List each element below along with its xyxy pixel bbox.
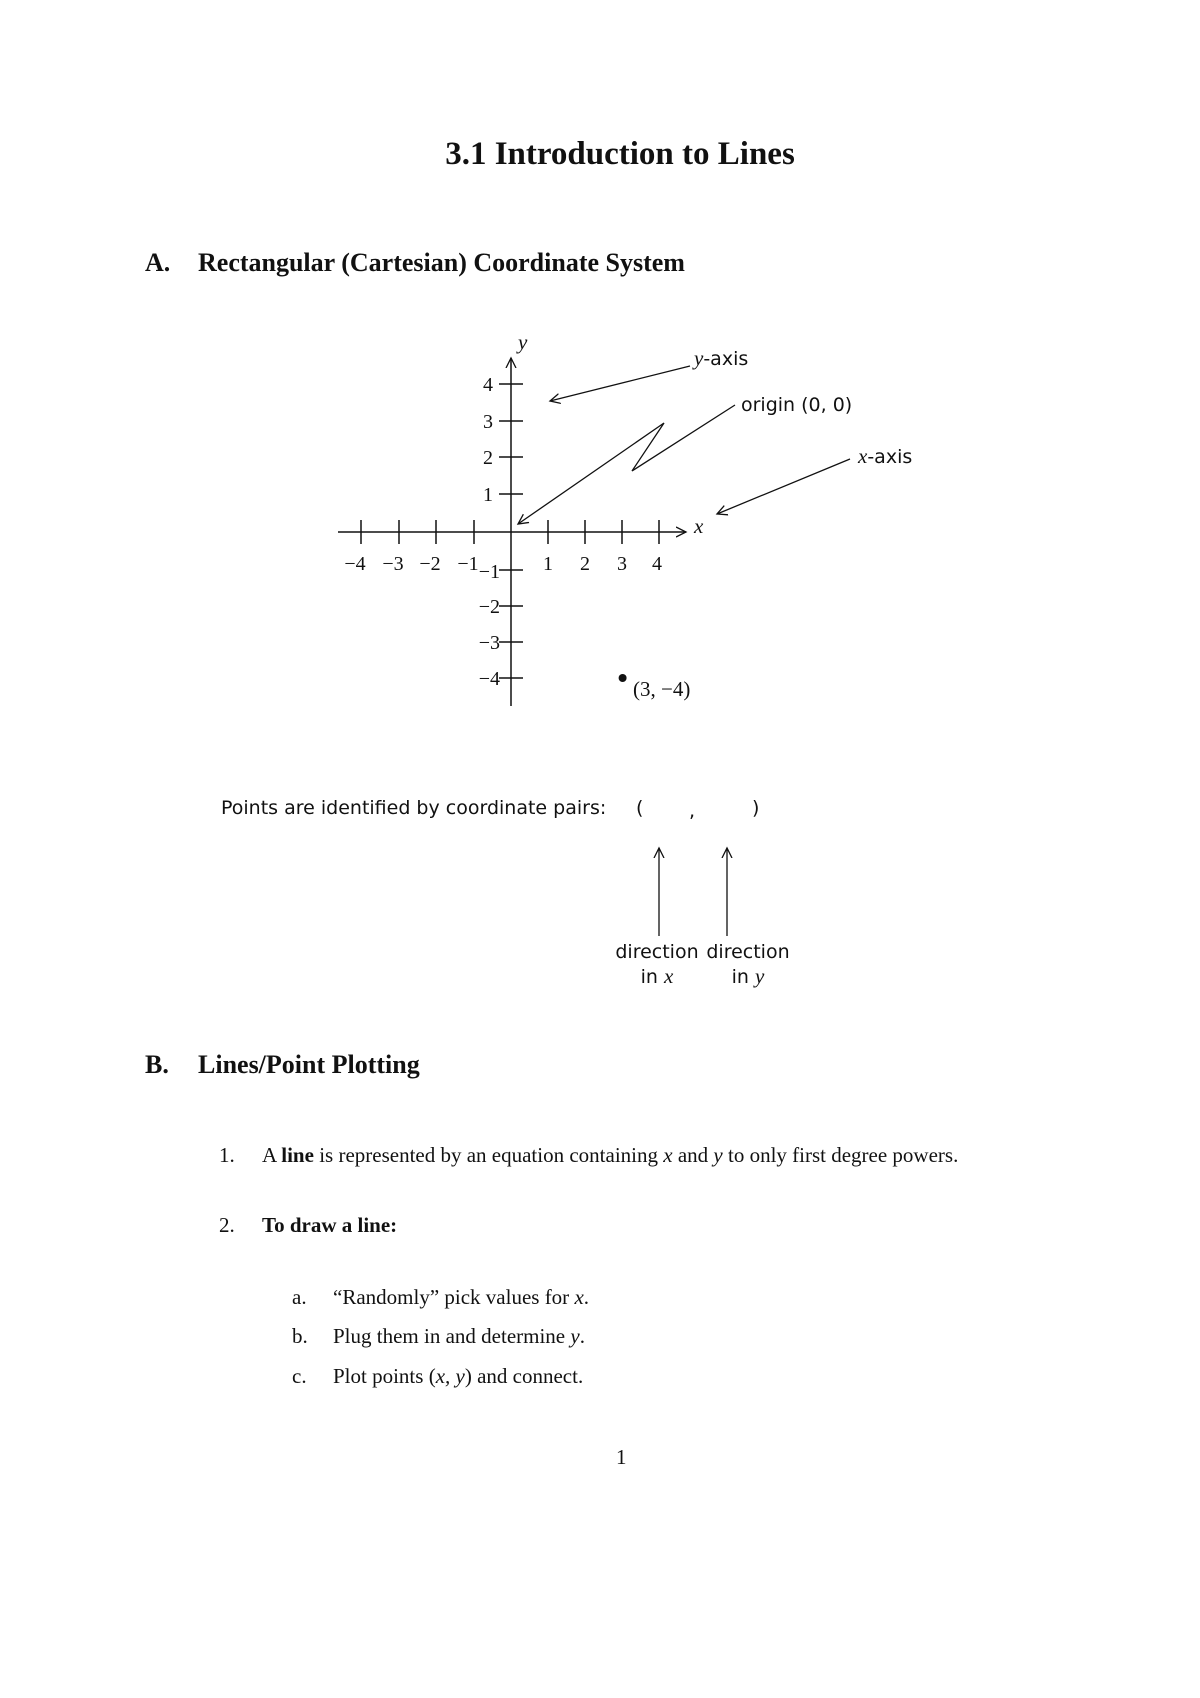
subitem-a-pre: “Randomly” pick values for <box>333 1285 575 1309</box>
y-direction-label-line1: direction <box>706 941 790 963</box>
x-axis-callout-text: -axis <box>867 446 913 468</box>
x-tick-label: −2 <box>419 553 441 575</box>
subitem-b-pre: Plug them in and determine <box>333 1324 571 1348</box>
y-tick-label: 1 <box>483 484 493 506</box>
x-tick-label: −4 <box>344 553 366 575</box>
item-2-number: 2. <box>219 1213 235 1237</box>
item-1-pre: A <box>262 1143 282 1167</box>
subitem-c-letter: c. <box>292 1364 307 1388</box>
subitem-a-var: x <box>574 1285 584 1309</box>
page-number: 1 <box>616 1445 627 1469</box>
item-2-text: To draw a line: <box>262 1213 398 1237</box>
subitem-c-post: ) and connect. <box>464 1364 584 1388</box>
origin-callout-label: origin (0, 0) <box>741 394 853 416</box>
y-tick-label: −1 <box>478 561 500 583</box>
y-axis-callout-text: -axis <box>703 348 749 370</box>
y-tick-label: 4 <box>483 374 493 396</box>
section-b-marker: B. <box>145 1050 169 1079</box>
x-direction-label-line1: direction <box>615 941 699 963</box>
item-1-and: and <box>672 1143 714 1167</box>
x-direction-var: x <box>664 964 674 988</box>
y-direction-label-line2 <box>701 964 795 989</box>
y-axis-label: y <box>518 330 528 354</box>
subitem-b-text <box>333 1324 585 1349</box>
subitem-a-post: . <box>583 1285 590 1309</box>
x-tick-label: 1 <box>543 553 553 575</box>
x-tick-label: 4 <box>652 553 662 575</box>
pairs-close-paren: ) <box>752 797 760 819</box>
item-1-mid: is represented by an equation containing <box>313 1143 664 1167</box>
subitem-c-text <box>333 1364 583 1389</box>
x-tick-label: −3 <box>382 553 404 575</box>
y-tick-label: −3 <box>478 632 500 654</box>
pairs-sentence: Points are identified by coordinate pairs: <box>221 797 607 819</box>
item-1-var1: x <box>663 1143 673 1167</box>
y-tick-label: 2 <box>483 447 493 469</box>
subitem-a-text <box>333 1285 589 1310</box>
subitem-c-pre: Plot points ( <box>333 1364 436 1388</box>
plotted-point-label: (3, −4) <box>633 677 691 701</box>
x-direction-prefix: in <box>640 966 665 988</box>
item-1-text <box>262 1143 958 1168</box>
section-b-heading: Lines/Point Plotting <box>198 1050 420 1079</box>
subitem-b-letter: b. <box>292 1324 308 1348</box>
item-1-var2: y <box>713 1143 723 1167</box>
x-tick-label: 2 <box>580 553 590 575</box>
x-tick-label: −1 <box>457 553 479 575</box>
y-direction-var: y <box>755 964 765 988</box>
y-tick-label: −4 <box>478 668 500 690</box>
item-1-bold: line <box>281 1143 314 1167</box>
item-1-number: 1. <box>219 1143 235 1167</box>
subitem-a-letter: a. <box>292 1285 307 1309</box>
page-title: 3.1 Introduction to Lines <box>445 136 795 172</box>
item-1-post: to only first degree powers. <box>722 1143 959 1167</box>
subitem-c-var: x, y <box>435 1364 465 1388</box>
subitem-b-post: . <box>579 1324 585 1348</box>
pairs-comma: , <box>689 800 696 822</box>
x-axis-callout-var: x <box>858 444 868 468</box>
subitem-b-var: y <box>570 1324 580 1348</box>
section-a-marker: A. <box>145 248 171 277</box>
y-axis-callout-var: y <box>694 346 704 370</box>
y-tick-label: −2 <box>478 596 500 618</box>
y-direction-prefix: in <box>731 966 756 988</box>
x-tick-label: 3 <box>617 553 627 575</box>
pairs-open-paren: ( <box>636 797 644 819</box>
section-a-heading: Rectangular (Cartesian) Coordinate System <box>198 248 685 277</box>
x-direction-label-line2 <box>610 964 704 989</box>
x-axis-label: x <box>694 514 704 538</box>
y-tick-label: 3 <box>483 411 493 433</box>
